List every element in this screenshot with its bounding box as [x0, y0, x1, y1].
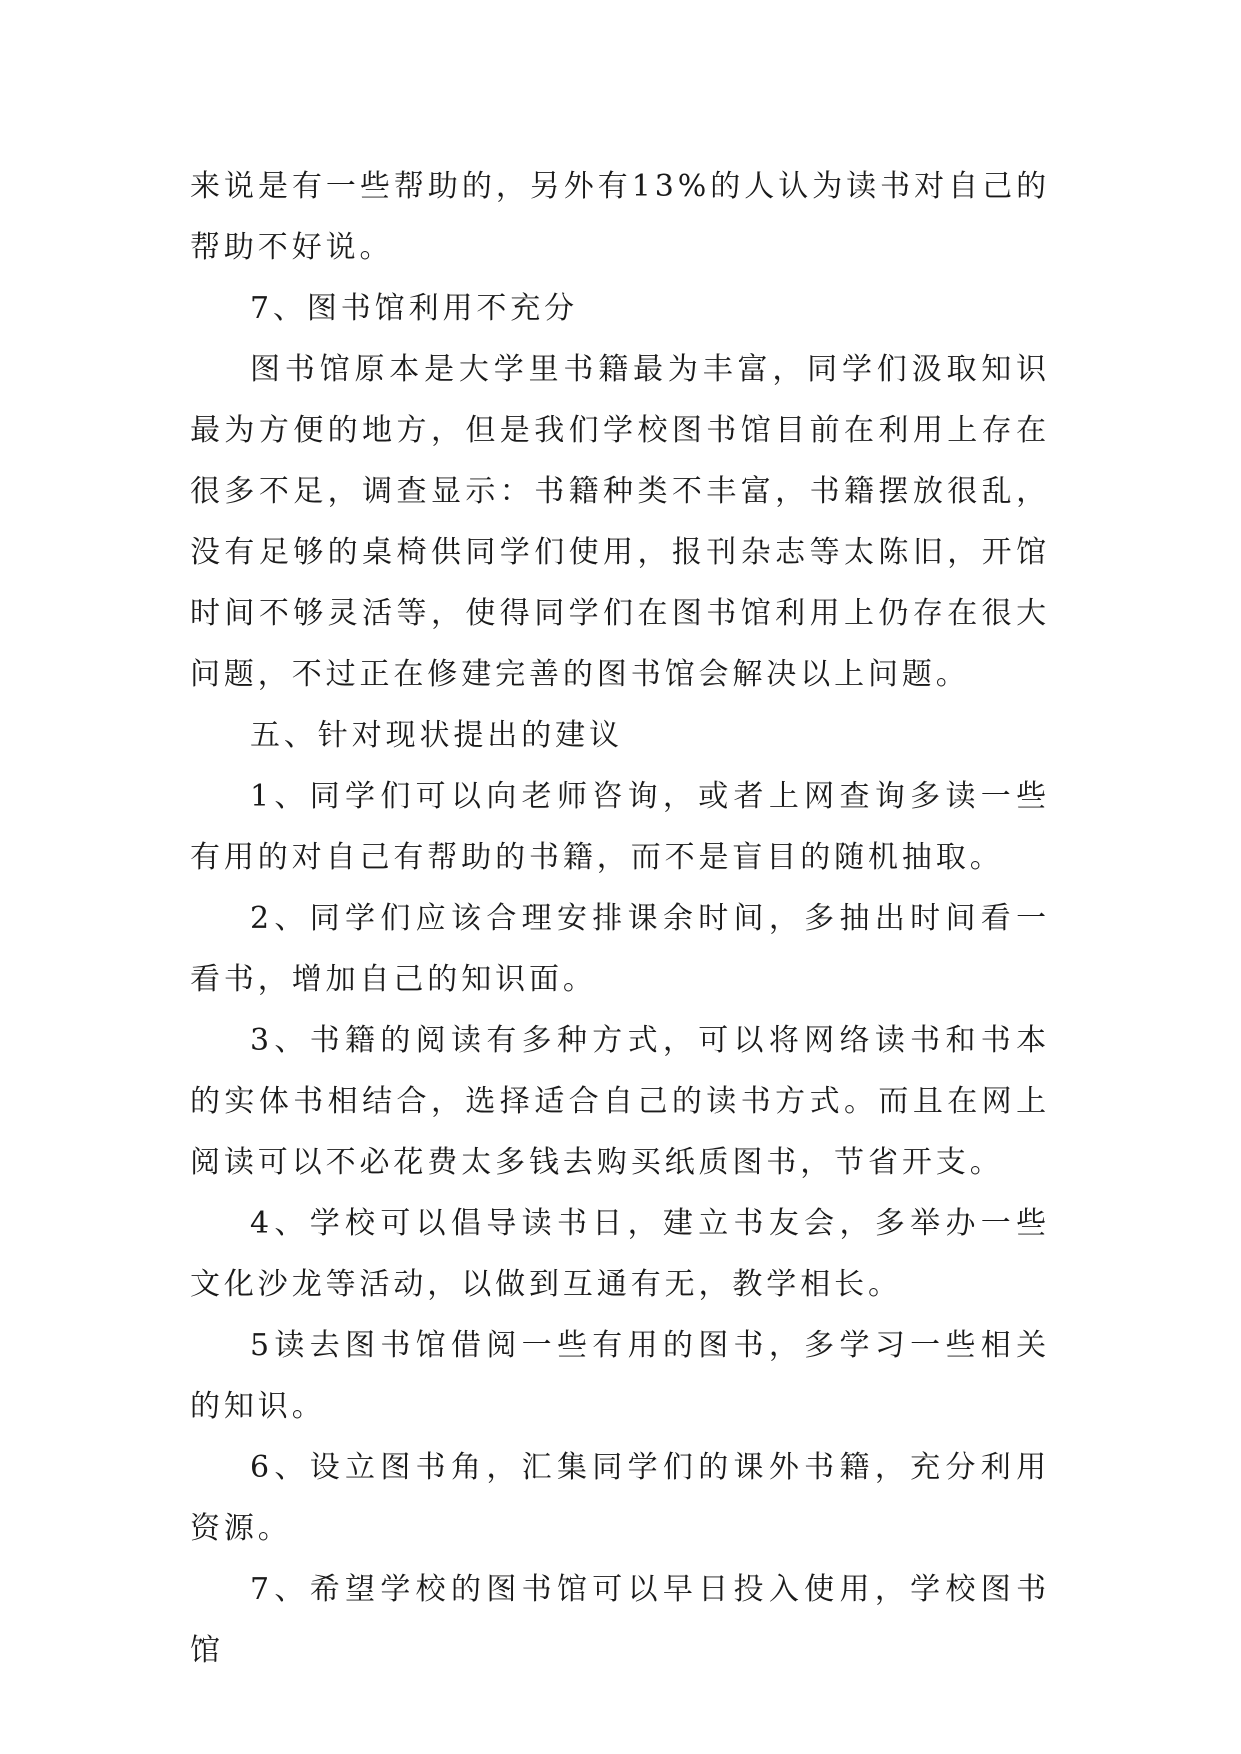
section-heading-suggestions: 五、针对现状提出的建议	[250, 718, 623, 753]
section-heading-library-use: 7、图书馆利用不充分	[250, 291, 579, 326]
document-body	[190, 156, 1050, 1681]
suggestion-item-1: 1、同学们可以向老师咨询，或者上网查询多读一些有用的对自己有帮助的书籍，而不是盲目的随机抽取。	[190, 779, 1050, 875]
suggestion-item-7: 7、希望学校的图书馆可以早日投入使用，学校图书馆	[190, 1572, 1050, 1668]
suggestion-item-4: 4、学校可以倡导读书日，建立书友会，多举办一些文化沙龙等活动，以做到互通有无，教学相长。	[190, 1206, 1050, 1302]
suggestion-item-3: 3、书籍的阅读有多种方式，可以将网络读书和书本的实体书相结合，选择适合自己的读书方式。而且在网上阅读可以不必花费太多钱去购买纸质图书，节省开支。	[190, 1023, 1050, 1180]
paragraph-continuation: 来说是有一些帮助的，另外有13%的人认为读书对自己的帮助不好说。	[190, 169, 1050, 265]
suggestion-item-2: 2、同学们应该合理安排课余时间，多抽出时间看一看书，增加自己的知识面。	[190, 901, 1050, 997]
paragraph-library-description: 图书馆原本是大学里书籍最为丰富，同学们汲取知识最为方便的地方，但是我们学校图书馆目前在利用上存在很多不足，调查显示：书籍种类不丰富，书籍摆放很乱，没有足够的桌椅供同学们使用，报刊杂志等太陈旧，开馆时间不够灵活等，使得同学们在图书馆利用上仍存在很大问题，不过正在修建完善的图书馆会解决以上问题。	[190, 352, 1050, 692]
suggestion-item-5: 5读去图书馆借阅一些有用的图书，多学习一些相关的知识。	[190, 1328, 1050, 1424]
suggestion-item-6: 6、设立图书角，汇集同学们的课外书籍，充分利用资源。	[190, 1450, 1050, 1546]
